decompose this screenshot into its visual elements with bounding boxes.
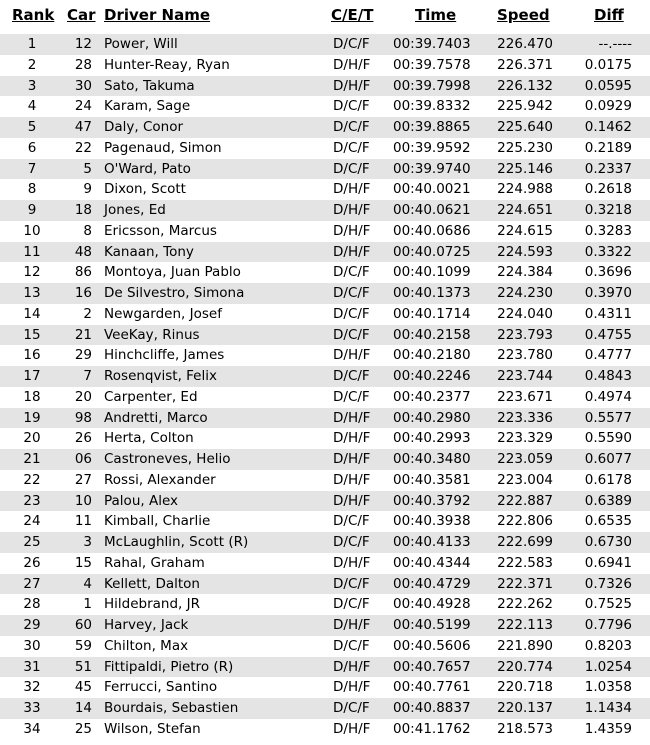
cell-car: 10 xyxy=(74,492,92,509)
cell-cet: D/H/F xyxy=(333,679,371,696)
table-row xyxy=(0,449,650,470)
cell-driver-name: Kellett, Dalton xyxy=(104,575,200,592)
cell-driver-name: Rossi, Alexander xyxy=(104,471,216,488)
table-row xyxy=(0,408,650,429)
cell-time: 00:40.2158 xyxy=(393,326,471,343)
cell-time: 00:40.4344 xyxy=(393,554,471,571)
cell-driver-name: Andretti, Marco xyxy=(104,409,208,426)
cell-speed: 220.774 xyxy=(497,658,553,675)
table-row xyxy=(0,96,650,117)
cell-cet: D/C/F xyxy=(333,368,370,384)
cell-car: 18 xyxy=(74,202,92,218)
cell-diff: 1.4359 xyxy=(584,720,632,737)
cell-speed: 224.651 xyxy=(497,202,553,218)
cell-driver-name: Karam, Sage xyxy=(104,98,191,115)
cell-time: 00:40.4729 xyxy=(393,575,471,592)
cell-car: 51 xyxy=(74,658,92,675)
cell-car: 3 xyxy=(83,534,92,550)
cell-diff: 0.7326 xyxy=(584,575,632,592)
cell-rank: 28 xyxy=(23,596,41,613)
cell-diff: 0.7525 xyxy=(584,596,632,613)
cell-time: 00:41.1762 xyxy=(393,720,471,737)
cell-speed: 224.988 xyxy=(497,181,553,198)
cell-speed: 225.230 xyxy=(497,139,553,156)
table-row xyxy=(0,283,650,304)
cell-car: 15 xyxy=(74,554,92,571)
cell-cet: D/C/F xyxy=(333,596,370,613)
cell-driver-name: Kanaan, Tony xyxy=(104,243,194,260)
cell-car: 06 xyxy=(74,451,92,467)
cell-speed: 218.573 xyxy=(497,720,553,737)
cell-speed: 223.004 xyxy=(497,471,553,488)
cell-cet: D/C/F xyxy=(333,305,370,322)
cell-speed: 224.615 xyxy=(497,222,553,239)
cell-cet: D/H/F xyxy=(333,56,371,73)
cell-rank: 33 xyxy=(23,700,41,716)
cell-cet: D/C/F xyxy=(333,119,370,135)
cell-driver-name: Hinchcliffe, James xyxy=(104,347,225,364)
cell-cet: D/C/F xyxy=(333,264,370,281)
cell-speed: 224.593 xyxy=(497,243,553,260)
cell-rank: 27 xyxy=(23,575,41,592)
cell-cet: D/H/F xyxy=(333,181,371,198)
cell-diff: 0.1462 xyxy=(584,119,632,135)
table-row xyxy=(0,76,650,97)
table-row xyxy=(0,636,650,657)
column-header-car: Car xyxy=(67,6,96,24)
cell-driver-name: Castroneves, Helio xyxy=(104,451,231,467)
cell-speed: 223.059 xyxy=(497,451,553,467)
cell-cet: D/C/F xyxy=(333,388,370,405)
cell-time: 00:40.3938 xyxy=(393,513,471,530)
cell-speed: 222.806 xyxy=(497,513,553,530)
table-row xyxy=(0,428,650,449)
cell-diff: --.---- xyxy=(598,36,632,52)
table-row xyxy=(0,221,650,242)
cell-rank: 14 xyxy=(23,305,41,322)
table-body xyxy=(0,34,650,740)
cell-time: 00:40.5606 xyxy=(393,637,471,654)
cell-rank: 5 xyxy=(27,119,37,135)
cell-rank: 16 xyxy=(23,347,41,364)
cell-diff: 0.0595 xyxy=(584,77,632,94)
cell-time: 00:40.0686 xyxy=(393,222,471,239)
cell-cet: D/C/F xyxy=(333,36,370,52)
cell-driver-name: Rahal, Graham xyxy=(104,554,205,571)
cell-diff: 0.0175 xyxy=(584,56,632,73)
cell-diff: 1.0254 xyxy=(584,658,632,675)
cell-rank: 30 xyxy=(23,637,41,654)
cell-speed: 222.583 xyxy=(497,554,553,571)
cell-driver-name: Herta, Colton xyxy=(104,430,194,447)
cell-rank: 4 xyxy=(27,98,37,115)
cell-car: 27 xyxy=(74,471,92,488)
cell-diff: 0.6535 xyxy=(584,513,632,530)
cell-driver-name: Hunter-Reay, Ryan xyxy=(104,56,230,73)
cell-diff: 0.4974 xyxy=(584,388,632,405)
table-row xyxy=(0,325,650,346)
cell-cet: D/H/F xyxy=(333,554,371,571)
cell-rank: 18 xyxy=(23,388,41,405)
cell-car: 29 xyxy=(74,347,92,364)
cell-diff: 0.6077 xyxy=(584,451,632,467)
column-header-time: Time xyxy=(415,6,457,24)
cell-diff: 0.2189 xyxy=(584,139,632,156)
cell-driver-name: Dixon, Scott xyxy=(104,181,186,198)
cell-cet: D/H/F xyxy=(333,492,371,509)
column-header-diff: Diff xyxy=(594,6,624,24)
cell-cet: D/H/F xyxy=(333,430,371,447)
cell-time: 00:39.7998 xyxy=(393,77,471,94)
cell-speed: 224.040 xyxy=(497,305,553,322)
cell-time: 00:39.8865 xyxy=(393,119,471,135)
cell-driver-name: Carpenter, Ed xyxy=(104,388,198,405)
cell-speed: 223.780 xyxy=(497,347,553,364)
cell-cet: D/H/F xyxy=(333,222,371,239)
cell-driver-name: Montoya, Juan Pablo xyxy=(104,264,241,281)
cell-car: 5 xyxy=(83,160,92,177)
cell-car: 14 xyxy=(74,700,92,716)
cell-driver-name: Power, Will xyxy=(104,36,178,52)
cell-rank: 11 xyxy=(23,243,41,260)
table-row xyxy=(0,511,650,532)
cell-speed: 224.230 xyxy=(497,285,553,301)
cell-diff: 0.2337 xyxy=(584,160,632,177)
table-row xyxy=(0,698,650,719)
table-row xyxy=(0,179,650,200)
cell-diff: 0.4755 xyxy=(584,326,632,343)
cell-car: 2 xyxy=(83,305,92,322)
table-row xyxy=(0,304,650,325)
cell-rank: 34 xyxy=(23,720,41,737)
table-row xyxy=(0,470,650,491)
cell-time: 00:40.0725 xyxy=(393,243,471,260)
cell-speed: 225.146 xyxy=(497,160,553,177)
cell-diff: 0.7796 xyxy=(584,617,632,633)
cell-speed: 223.329 xyxy=(497,430,553,447)
cell-diff: 0.3322 xyxy=(584,243,632,260)
table-row xyxy=(0,262,650,283)
cell-rank: 24 xyxy=(23,513,41,530)
cell-rank: 9 xyxy=(27,202,37,218)
cell-diff: 0.6389 xyxy=(584,492,632,509)
cell-speed: 226.132 xyxy=(497,77,553,94)
cell-time: 00:39.8332 xyxy=(393,98,471,115)
cell-rank: 26 xyxy=(23,554,41,571)
cell-speed: 226.371 xyxy=(497,56,553,73)
cell-car: 4 xyxy=(83,575,92,592)
cell-cet: D/C/F xyxy=(333,326,370,343)
cell-speed: 224.384 xyxy=(497,264,553,281)
cell-car: 1 xyxy=(83,596,92,613)
table-row xyxy=(0,491,650,512)
cell-speed: 223.336 xyxy=(497,409,553,426)
cell-driver-name: O'Ward, Pato xyxy=(104,160,191,177)
cell-diff: 0.2618 xyxy=(584,181,632,198)
cell-car: 26 xyxy=(74,430,92,447)
cell-cet: D/H/F xyxy=(333,347,371,364)
cell-driver-name: Fittipaldi, Pietro (R) xyxy=(104,658,234,675)
table-row xyxy=(0,387,650,408)
cell-cet: D/H/F xyxy=(333,720,371,737)
cell-time: 00:40.5199 xyxy=(393,617,471,633)
cell-rank: 29 xyxy=(23,617,41,633)
cell-cet: D/C/F xyxy=(333,139,370,156)
cell-time: 00:40.4928 xyxy=(393,596,471,613)
cell-diff: 0.3696 xyxy=(584,264,632,281)
cell-time: 00:39.7578 xyxy=(393,56,471,73)
cell-car: 20 xyxy=(74,388,92,405)
cell-time: 00:40.7657 xyxy=(393,658,471,675)
cell-driver-name: Palou, Alex xyxy=(104,492,178,509)
cell-driver-name: VeeKay, Rinus xyxy=(104,326,200,343)
table-row xyxy=(0,117,650,138)
cell-rank: 10 xyxy=(23,222,41,239)
cell-diff: 0.6730 xyxy=(584,534,632,550)
table-row xyxy=(0,677,650,698)
cell-car: 24 xyxy=(74,98,92,115)
cell-car: 60 xyxy=(74,617,92,633)
cell-driver-name: Newgarden, Josef xyxy=(104,305,222,322)
cell-car: 86 xyxy=(74,264,92,281)
cell-time: 00:39.9592 xyxy=(393,139,471,156)
table-row xyxy=(0,138,650,159)
table-row xyxy=(0,345,650,366)
cell-rank: 8 xyxy=(27,181,37,198)
table-row xyxy=(0,366,650,387)
cell-cet: D/C/F xyxy=(333,513,370,530)
cell-time: 00:40.3480 xyxy=(393,451,471,467)
cell-speed: 223.744 xyxy=(497,368,553,384)
cell-car: 30 xyxy=(74,77,92,94)
cell-driver-name: Pagenaud, Simon xyxy=(104,139,222,156)
cell-diff: 0.4843 xyxy=(584,368,632,384)
cell-cet: D/C/F xyxy=(333,98,370,115)
table-header xyxy=(0,0,650,34)
cell-rank: 19 xyxy=(23,409,41,426)
cell-car: 25 xyxy=(74,720,92,737)
cell-time: 00:40.1099 xyxy=(393,264,471,281)
cell-diff: 0.5577 xyxy=(584,409,632,426)
cell-speed: 226.470 xyxy=(497,36,553,52)
cell-car: 47 xyxy=(74,119,92,135)
cell-time: 00:40.3581 xyxy=(393,471,471,488)
cell-rank: 1 xyxy=(27,36,37,52)
cell-time: 00:40.7761 xyxy=(393,679,471,696)
cell-driver-name: Chilton, Max xyxy=(104,637,189,654)
cell-driver-name: Daly, Conor xyxy=(104,119,184,135)
cell-rank: 21 xyxy=(23,451,41,467)
cell-cet: D/H/F xyxy=(333,658,371,675)
cell-time: 00:40.1373 xyxy=(393,285,471,301)
cell-time: 00:39.9740 xyxy=(393,160,471,177)
table-row xyxy=(0,200,650,221)
cell-time: 00:40.0621 xyxy=(393,202,471,218)
cell-diff: 0.0929 xyxy=(584,98,632,115)
cell-diff: 0.4777 xyxy=(584,347,632,364)
cell-rank: 3 xyxy=(27,77,37,94)
table-row xyxy=(0,242,650,263)
cell-cet: D/H/F xyxy=(333,77,371,94)
cell-driver-name: Jones, Ed xyxy=(104,202,166,218)
cell-car: 11 xyxy=(74,513,92,530)
cell-car: 21 xyxy=(74,326,92,343)
cell-speed: 222.887 xyxy=(497,492,553,509)
cell-cet: D/H/F xyxy=(333,471,371,488)
cell-driver-name: Wilson, Stefan xyxy=(104,720,201,737)
cell-diff: 1.0358 xyxy=(584,679,632,696)
cell-rank: 2 xyxy=(27,56,37,73)
cell-diff: 0.8203 xyxy=(584,637,632,654)
cell-driver-name: Rosenqvist, Felix xyxy=(104,368,217,384)
cell-car: 12 xyxy=(74,36,92,52)
cell-speed: 222.262 xyxy=(497,596,553,613)
cell-driver-name: Ericsson, Marcus xyxy=(104,222,217,239)
cell-cet: D/H/F xyxy=(333,243,371,260)
cell-speed: 223.671 xyxy=(497,388,553,405)
cell-rank: 23 xyxy=(23,492,41,509)
cell-car: 16 xyxy=(74,285,92,301)
cell-driver-name: Hildebrand, JR xyxy=(104,596,200,613)
cell-diff: 0.4311 xyxy=(584,305,632,322)
cell-speed: 220.718 xyxy=(497,679,553,696)
cell-cet: D/C/F xyxy=(333,285,370,301)
table-row xyxy=(0,159,650,180)
cell-rank: 17 xyxy=(23,368,41,384)
cell-time: 00:40.2246 xyxy=(393,368,471,384)
cell-driver-name: Kimball, Charlie xyxy=(104,513,211,530)
cell-speed: 222.699 xyxy=(497,534,553,550)
cell-speed: 222.371 xyxy=(497,575,553,592)
cell-rank: 13 xyxy=(23,285,41,301)
column-header-driver-name: Driver Name xyxy=(104,6,211,24)
cell-car: 22 xyxy=(74,139,92,156)
cell-cet: D/H/F xyxy=(333,617,371,633)
cell-car: 45 xyxy=(74,679,92,696)
cell-car: 98 xyxy=(74,409,92,426)
table-row xyxy=(0,615,650,636)
cell-cet: D/C/F xyxy=(333,534,370,550)
cell-time: 00:40.4133 xyxy=(393,534,471,550)
cell-time: 00:40.2180 xyxy=(393,347,471,364)
table-row xyxy=(0,55,650,76)
cell-diff: 0.3970 xyxy=(584,285,632,301)
cell-time: 00:40.2993 xyxy=(393,430,471,447)
table-row xyxy=(0,34,650,55)
table-row xyxy=(0,553,650,574)
table-row xyxy=(0,719,650,740)
cell-cet: D/C/F xyxy=(333,700,370,716)
cell-rank: 15 xyxy=(23,326,41,343)
cell-cet: D/H/F xyxy=(333,202,371,218)
cell-time: 00:40.3792 xyxy=(393,492,471,509)
column-header-rank: Rank xyxy=(12,6,55,24)
cell-time: 00:40.2377 xyxy=(393,388,471,405)
cell-driver-name: Harvey, Jack xyxy=(104,617,189,633)
cell-rank: 25 xyxy=(23,534,41,550)
cell-driver-name: Sato, Takuma xyxy=(104,77,195,94)
cell-car: 7 xyxy=(83,368,92,384)
cell-car: 8 xyxy=(83,222,92,239)
table-row xyxy=(0,657,650,678)
cell-rank: 31 xyxy=(23,658,41,675)
cell-driver-name: Ferrucci, Santino xyxy=(104,679,218,696)
cell-car: 28 xyxy=(74,56,92,73)
cell-time: 00:40.2980 xyxy=(393,409,471,426)
cell-rank: 7 xyxy=(27,160,37,177)
cell-diff: 1.1434 xyxy=(584,700,632,716)
table-row xyxy=(0,532,650,553)
cell-driver-name: Bourdais, Sebastien xyxy=(104,700,239,716)
cell-speed: 221.890 xyxy=(497,637,553,654)
column-header-speed: Speed xyxy=(497,6,550,24)
cell-time: 00:40.1714 xyxy=(393,305,471,322)
cell-rank: 22 xyxy=(23,471,41,488)
cell-diff: 0.3218 xyxy=(584,202,632,218)
cell-driver-name: McLaughlin, Scott (R) xyxy=(104,534,249,550)
cell-cet: D/H/F xyxy=(333,409,371,426)
cell-rank: 12 xyxy=(23,264,41,281)
cell-rank: 20 xyxy=(23,430,41,447)
cell-diff: 0.6178 xyxy=(584,471,632,488)
cell-cet: D/H/F xyxy=(333,451,371,467)
cell-cet: D/C/F xyxy=(333,637,370,654)
cell-driver-name: De Silvestro, Simona xyxy=(104,285,245,301)
cell-car: 59 xyxy=(74,637,92,654)
cell-car: 9 xyxy=(83,181,92,198)
cell-speed: 222.113 xyxy=(497,617,553,633)
column-header-cet: C/E/T xyxy=(331,6,374,24)
cell-time: 00:40.8837 xyxy=(393,700,471,716)
cell-speed: 223.793 xyxy=(497,326,553,343)
cell-rank: 32 xyxy=(23,679,41,696)
cell-diff: 0.3283 xyxy=(584,222,632,239)
table-row xyxy=(0,574,650,595)
cell-time: 00:40.0021 xyxy=(393,181,471,198)
table-row xyxy=(0,594,650,615)
cell-diff: 0.6941 xyxy=(584,554,632,571)
cell-car: 48 xyxy=(74,243,92,260)
cell-speed: 225.942 xyxy=(497,98,553,115)
cell-speed: 220.137 xyxy=(497,700,553,716)
cell-diff: 0.5590 xyxy=(584,430,632,447)
cell-cet: D/C/F xyxy=(333,575,370,592)
cell-speed: 225.640 xyxy=(497,119,553,135)
cell-rank: 6 xyxy=(27,139,37,156)
cell-time: 00:39.7403 xyxy=(393,36,471,52)
cell-cet: D/C/F xyxy=(333,160,370,177)
